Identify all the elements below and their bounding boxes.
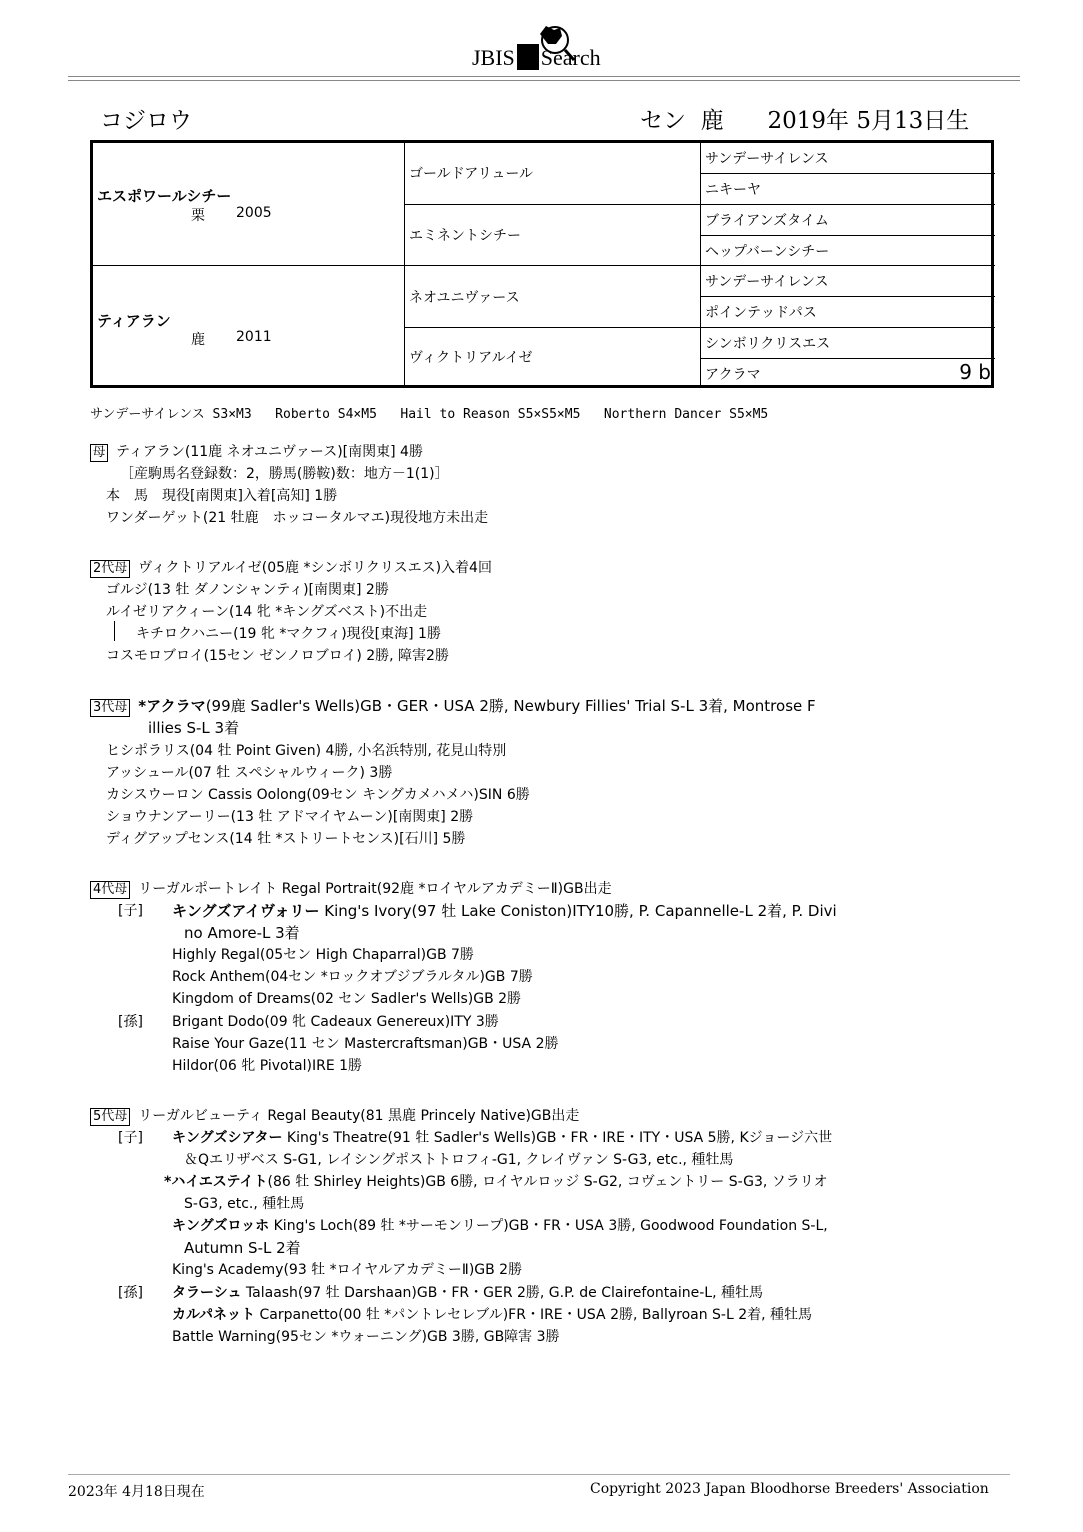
g3-name: シンボリクリスエス (705, 336, 831, 352)
horse-birth: 2019年 5月13日生 (767, 108, 970, 134)
g5dam-line: Battle Warning(95セン *ウォーニング)GB 3勝, GB障害 3勝 (172, 1329, 560, 1345)
g5dam-line: S-G3, etc., 種牡馬 (184, 1196, 305, 1212)
dam-header (90, 441, 423, 462)
sire-name: エスポワールシチー (97, 187, 232, 205)
logo-text-right: Search (540, 45, 601, 70)
g3-name: ポインテッドパス (705, 305, 817, 321)
dam-color: 鹿 (191, 332, 205, 348)
g3-name: サンデーサイレンス (705, 151, 829, 167)
g2-name: ネオユニヴァース (409, 290, 520, 306)
footer-copyright: Copyright 2023 Japan Bloodhorse Breeders' Association (590, 1481, 989, 1497)
g5dam-line: King's Loch(89 牡 *サーモンリープ)GB・FR・USA 3勝, Goodwood Foundation S-L, (273, 1218, 828, 1234)
g3dam-line: (99鹿 Sadler's Wells)GB・GER・USA 2勝, Newbury Fillies' Trial S-L 3着, Montrose F (205, 697, 816, 715)
g5dam-line: リーガルビューティ Regal Beauty(81 黒鹿 Princely Native)GB出走 (138, 1108, 580, 1124)
pedigree-g2-4 (405, 328, 701, 388)
pedigree-g3-6 (701, 297, 995, 328)
g3dam-bold-name: *アクラマ (138, 697, 206, 715)
g3dam-line: ヒシポラリス(04 牡 Point Given) 4勝, 小名浜特別, 花見山特別 (106, 743, 507, 759)
dam-line: ［産駒馬名登録数：2，勝馬(勝鞍)数：地方－1(1)］ (120, 466, 449, 482)
g2dam-line: ルイゼリアクィーン(14 牝 *キングズベスト)不出走 (106, 604, 428, 620)
section-tag: 2代母 (90, 560, 130, 578)
g4dam-row (172, 900, 837, 921)
g5dam-bold-name: タラーシュ (172, 1285, 242, 1301)
pedigree-dam (93, 266, 405, 388)
g2dam-line: ゴルジ(13 牡 ダノンシャンティ)[南関東] 2勝 (106, 582, 389, 598)
g5dam-line: Autumn S-L 2着 (184, 1239, 301, 1257)
grandchild-label: [孫] (118, 1285, 143, 1301)
g2-name: エミネントシチー (409, 228, 521, 244)
g2dam-line: コスモロブロイ(15セン ゼンノロブロイ) 2勝, 障害2勝 (106, 648, 449, 664)
section-tag: 5代母 (90, 1108, 130, 1126)
pedigree-g3-2 (701, 174, 995, 205)
g5dam-row (172, 1282, 763, 1302)
g3-name: アクラマ (705, 367, 761, 383)
footer-divider (68, 1474, 1010, 1475)
pedigree-g3-8 (701, 359, 995, 388)
g2dam-line: ヴィクトリアルイゼ(05鹿 *シンボリクリスエス)入着4回 (138, 560, 492, 576)
g5dam-header (90, 1105, 579, 1126)
dam-line: ティアラン(11鹿 ネオユニヴァース)[南関東] 4勝 (116, 444, 423, 460)
g2dam-header (90, 557, 492, 578)
g5dam-bold-name: カルパネット (172, 1307, 256, 1323)
offspring-label: [子] (118, 903, 143, 919)
g5dam-line: King's Theatre(91 牡 Sadler's Wells)GB・FR・IRE・ITY・USA 5勝, Kジョージ六世 (286, 1130, 833, 1146)
pedigree-g2-1 (405, 143, 701, 205)
horse-sex: セン (640, 108, 686, 134)
family-number: 9 b (959, 360, 991, 384)
pedigree-g2-2 (405, 205, 701, 266)
g4dam-line: King's Ivory(97 牡 Lake Coniston)ITY10勝, P. Capannelle-L 2着, P. Divi (324, 902, 837, 920)
pedigree-table (90, 140, 994, 388)
g5dam-row (164, 1171, 828, 1191)
header-divider (68, 76, 1020, 77)
dam-name: ティアラン (97, 312, 171, 330)
section-tag: 4代母 (90, 881, 130, 899)
logo-text-left: JBIS (472, 45, 515, 70)
g4dam-bold-name: キングズアイヴォリー (172, 902, 320, 920)
pedigree-g3-7 (701, 328, 995, 359)
header-divider-2 (68, 80, 1020, 81)
g3dam-line: ショウナンアーリー(13 牡 アドマイヤムーン)[南関東] 2勝 (106, 809, 474, 825)
pedigree-sire (93, 143, 405, 266)
g3-name: ニキーヤ (705, 182, 761, 198)
g5dam-bold-name: キングズロッホ (172, 1218, 270, 1234)
g4dam-line: Brigant Dodo(09 牝 Cadeaux Genereux)ITY 3勝 (172, 1014, 499, 1030)
g4dam-line: Kingdom of Dreams(02 セン Sadler's Wells)GB 2勝 (172, 991, 522, 1007)
g3-name: サンデーサイレンス (705, 274, 829, 290)
g5dam-row (172, 1304, 812, 1324)
logo-box (517, 44, 539, 70)
pedigree-g3-3 (701, 205, 995, 236)
g4dam-line: Hildor(06 牝 Pivotal)IRE 1勝 (172, 1058, 363, 1074)
g2-name: ゴールドアリュール (409, 166, 534, 182)
g5dam-line: ＆Qエリザベス S-G1, レイシングポストトロフィ-G1, クレイヴァン S-G3, etc., 種牡馬 (184, 1152, 734, 1168)
g3dam-line: ディグアップセンス(14 牡 *ストリートセンス)[石川] 5勝 (106, 831, 466, 847)
g3dam-header (90, 695, 816, 717)
g3-name: ヘップバーンシチー (705, 244, 830, 260)
horse-color: 鹿 (700, 108, 724, 134)
g3dam-line: アッシュール(07 牡 スペシャルウィーク) 3勝 (106, 765, 393, 781)
g4dam-line: リーガルポートレイト Regal Portrait(92鹿 *ロイヤルアカデミーⅡ)GB出走 (138, 881, 612, 897)
g4dam-header (90, 878, 612, 899)
logo-text (472, 44, 601, 71)
g4dam-line: Highly Regal(05セン High Chaparral)GB 7勝 (172, 947, 474, 963)
offspring-label: [子] (118, 1130, 143, 1146)
g2dam-line: キチロクハニー(19 牝 *マクフィ)現役[東海] 1勝 (136, 626, 441, 642)
horse-name: コジロウ (100, 108, 192, 134)
pedigree-g3-5 (701, 266, 995, 297)
g4dam-line: Raise Your Gaze(11 セン Mastercraftsman)GB・USA 2勝 (172, 1036, 559, 1052)
g4dam-line: Rock Anthem(04セン *ロックオブジブラルタル)GB 7勝 (172, 969, 533, 985)
g5dam-line: King's Academy(93 牡 *ロイヤルアカデミーⅡ)GB 2勝 (172, 1262, 523, 1278)
g5dam-line: (86 牡 Shirley Heights)GB 6勝, ロイヤルロッジ S-G2, コヴェントリー S-G3, ソラリオ (267, 1174, 828, 1190)
g5dam-line: Talaash(97 牡 Darshaan)GB・FR・GER 2勝, G.P. de Clairefontaine-L, 種牡馬 (245, 1285, 763, 1301)
g5dam-line: Carpanetto(00 牡 *パントレセレブル)FR・IRE・USA 2勝, Ballyroan S-L 2着, 種牡馬 (259, 1307, 813, 1323)
sire-year: 2005 (236, 205, 272, 221)
inbreeding-line: サンデーサイレンス S3×M3 Roberto S4×M5 Hail to Reason S5×S5×M5 Northern Dancer S5×M5 (90, 407, 769, 422)
dam-year: 2011 (236, 329, 272, 345)
footer-date: 2023年 4月18日現在 (68, 1484, 205, 1500)
g4dam-line: no Amore-L 3着 (184, 924, 300, 942)
sire-color: 栗 (191, 208, 205, 224)
g3-name: ブライアンズタイム (705, 213, 829, 229)
g5dam-bold-name: *ハイエステイト (164, 1174, 268, 1190)
g5dam-row (172, 1215, 828, 1235)
pedigree-g3-4 (701, 236, 995, 266)
grandchild-label: [孫] (118, 1014, 143, 1030)
g5dam-row (172, 1127, 832, 1147)
tree-branch-line (114, 621, 115, 641)
g3dam-line: illies S-L 3着 (148, 719, 240, 737)
pedigree-g2-3 (405, 266, 701, 328)
section-tag: 母 (90, 444, 108, 462)
g2-name: ヴィクトリアルイゼ (409, 350, 533, 366)
dam-line: ワンダーゲット(21 牡鹿 ホッコータルマエ)現役地方未出走 (106, 510, 489, 526)
dam-line: 本 馬 現役[南関東]入着[高知] 1勝 (106, 488, 338, 504)
pedigree-g3-1 (701, 143, 995, 174)
g3dam-line: カシスウーロン Cassis Oolong(09セン キングカメハメハ)SIN 6勝 (106, 787, 530, 803)
g5dam-bold-name: キングズシアター (172, 1130, 283, 1146)
horse-info (640, 102, 969, 135)
section-tag: 3代母 (90, 699, 130, 717)
